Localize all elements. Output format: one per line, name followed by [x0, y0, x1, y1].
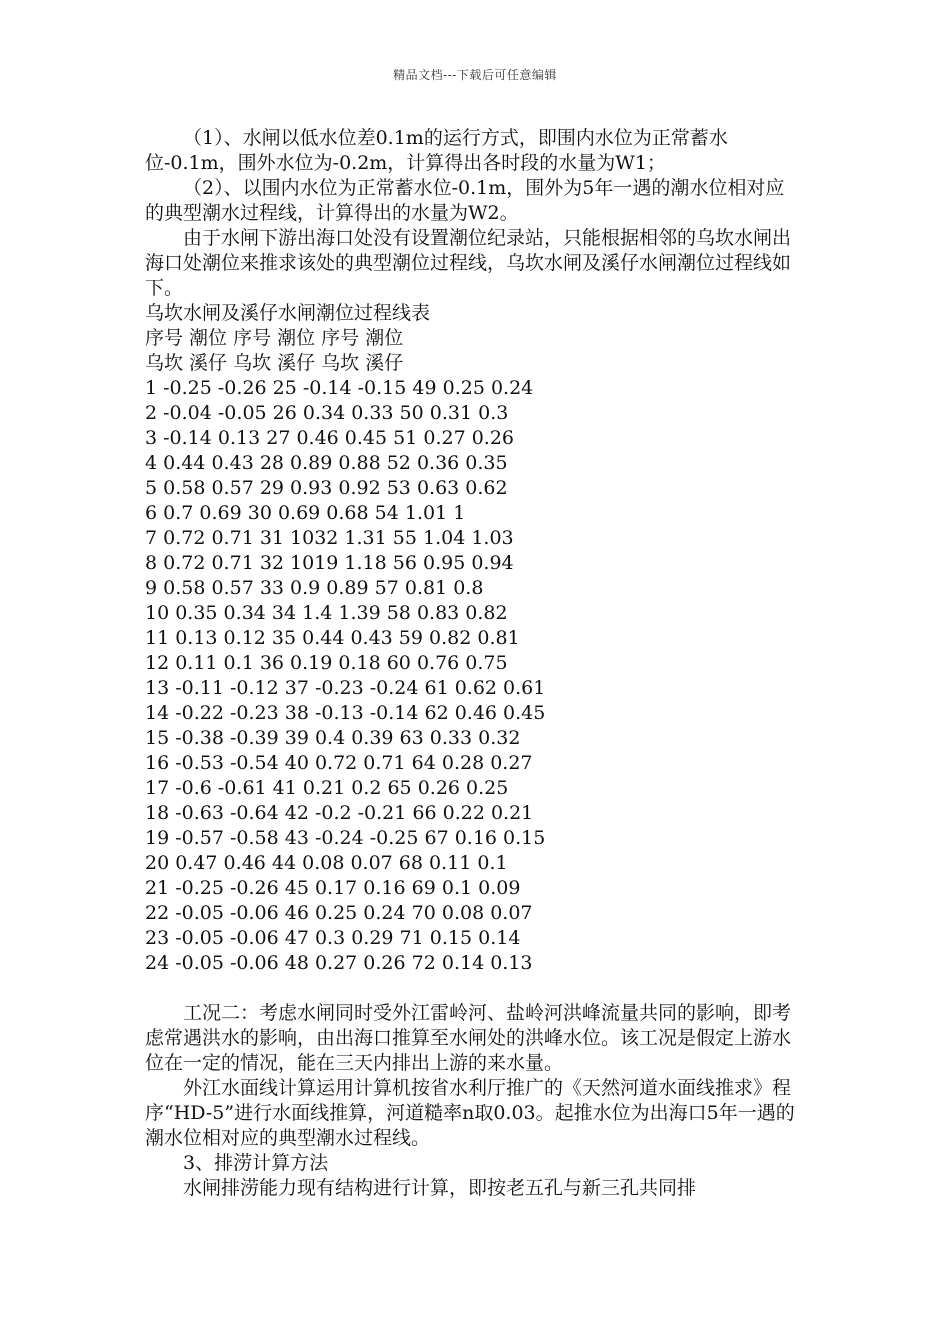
table-row: 21 -0.25 -0.26 45 0.17 0.16 69 0.1 0.09: [145, 877, 521, 899]
table-row: 14 -0.22 -0.23 38 -0.13 -0.14 62 0.46 0.45: [145, 702, 546, 724]
table-row: 23 -0.05 -0.06 47 0.3 0.29 71 0.15 0.14: [145, 927, 521, 949]
table-row: 1 -0.25 -0.26 25 -0.14 -0.15 49 0.25 0.24: [145, 377, 534, 399]
paragraph-3: 由于水闸下游出海口处没有设置潮位纪录站，只能根据相邻的乌坎水闸出海口处潮位来推求该处的典型潮位过程线，乌坎水闸及溪仔水闸潮位过程线如下。: [145, 227, 792, 299]
table-header-row: 序号 潮位 序号 潮位 序号 潮位: [145, 327, 404, 349]
paragraph-5: 外江水面线计算运用计算机按省水利厅推广的《天然河道水面线推求》程序“HD-5”进行水面线推算，河道糙率n取0.03。起推水位为出海口5年一遇的潮水位相对应的典型潮水过程线。: [145, 1077, 795, 1149]
paragraph-4: 工况二：考虑水闸同时受外江雷岭河、盐岭河洪峰流量共同的影响，即考虑常遇洪水的影响，由出海口推算至水闸处的洪峰水位。该工况是假定上游水位在一定的情况，能在三天内排出上游的来水量。: [145, 1002, 792, 1074]
table-row: 7 0.72 0.71 31 1032 1.31 55 1.04 1.03: [145, 527, 514, 549]
table-title: 乌坎水闸及溪仔水闸潮位过程线表: [145, 302, 431, 324]
page-header: 精品文档---下载后可任意编辑: [393, 68, 557, 82]
paragraph-2: （2）、以围内水位为正常蓄水位-0.1m，围外为5年一遇的潮水位相对应的典型潮水过程线，计算得出的水量为W2。: [145, 177, 785, 224]
table-row: 10 0.35 0.34 34 1.4 1.39 58 0.83 0.82: [145, 602, 508, 624]
section-heading: 3、排涝计算方法: [183, 1152, 329, 1174]
document-body: [145, 126, 795, 1201]
paragraph-1: （1）、水闸以低水位差0.1m的运行方式，即围内水位为正常蓄水位-0.1m，围外水位为-0.2m，计算得出各时段的水量为W1；: [145, 127, 728, 174]
table-row: 6 0.7 0.69 30 0.69 0.68 54 1.01 1: [145, 502, 466, 524]
spacer: [145, 976, 795, 1001]
table-sub-header-row: 乌坎 溪仔 乌坎 溪仔 乌坎 溪仔: [145, 352, 404, 374]
table-row: 3 -0.14 0.13 27 0.46 0.45 51 0.27 0.26: [145, 427, 515, 449]
table-row: 8 0.72 0.71 32 1019 1.18 56 0.95 0.94: [145, 552, 514, 574]
paragraph-6: 水闸排涝能力现有结构进行计算，即按老五孔与新三孔共同排: [183, 1177, 697, 1199]
table-rows: [145, 376, 795, 976]
tide-table: [145, 301, 795, 976]
table-row: 2 -0.04 -0.05 26 0.34 0.33 50 0.31 0.3: [145, 402, 509, 424]
table-row: 19 -0.57 -0.58 43 -0.24 -0.25 67 0.16 0.15: [145, 827, 546, 849]
table-row: 24 -0.05 -0.06 48 0.27 0.26 72 0.14 0.13: [145, 952, 533, 974]
table-row: 5 0.58 0.57 29 0.93 0.92 53 0.63 0.62: [145, 477, 508, 499]
table-row: 12 0.11 0.1 36 0.19 0.18 60 0.76 0.75: [145, 652, 508, 674]
table-row: 20 0.47 0.46 44 0.08 0.07 68 0.11 0.1: [145, 852, 508, 874]
table-row: 4 0.44 0.43 28 0.89 0.88 52 0.36 0.35: [145, 452, 508, 474]
table-row: 22 -0.05 -0.06 46 0.25 0.24 70 0.08 0.07: [145, 902, 533, 924]
table-row: 13 -0.11 -0.12 37 -0.23 -0.24 61 0.62 0.61: [145, 677, 546, 699]
table-row: 11 0.13 0.12 35 0.44 0.43 59 0.82 0.81: [145, 627, 520, 649]
table-row: 9 0.58 0.57 33 0.9 0.89 57 0.81 0.8: [145, 577, 484, 599]
table-row: 17 -0.6 -0.61 41 0.21 0.2 65 0.26 0.25: [145, 777, 509, 799]
table-row: 16 -0.53 -0.54 40 0.72 0.71 64 0.28 0.27: [145, 752, 533, 774]
table-row: 15 -0.38 -0.39 39 0.4 0.39 63 0.33 0.32: [145, 727, 521, 749]
table-row: 18 -0.63 -0.64 42 -0.2 -0.21 66 0.22 0.21: [145, 802, 534, 824]
